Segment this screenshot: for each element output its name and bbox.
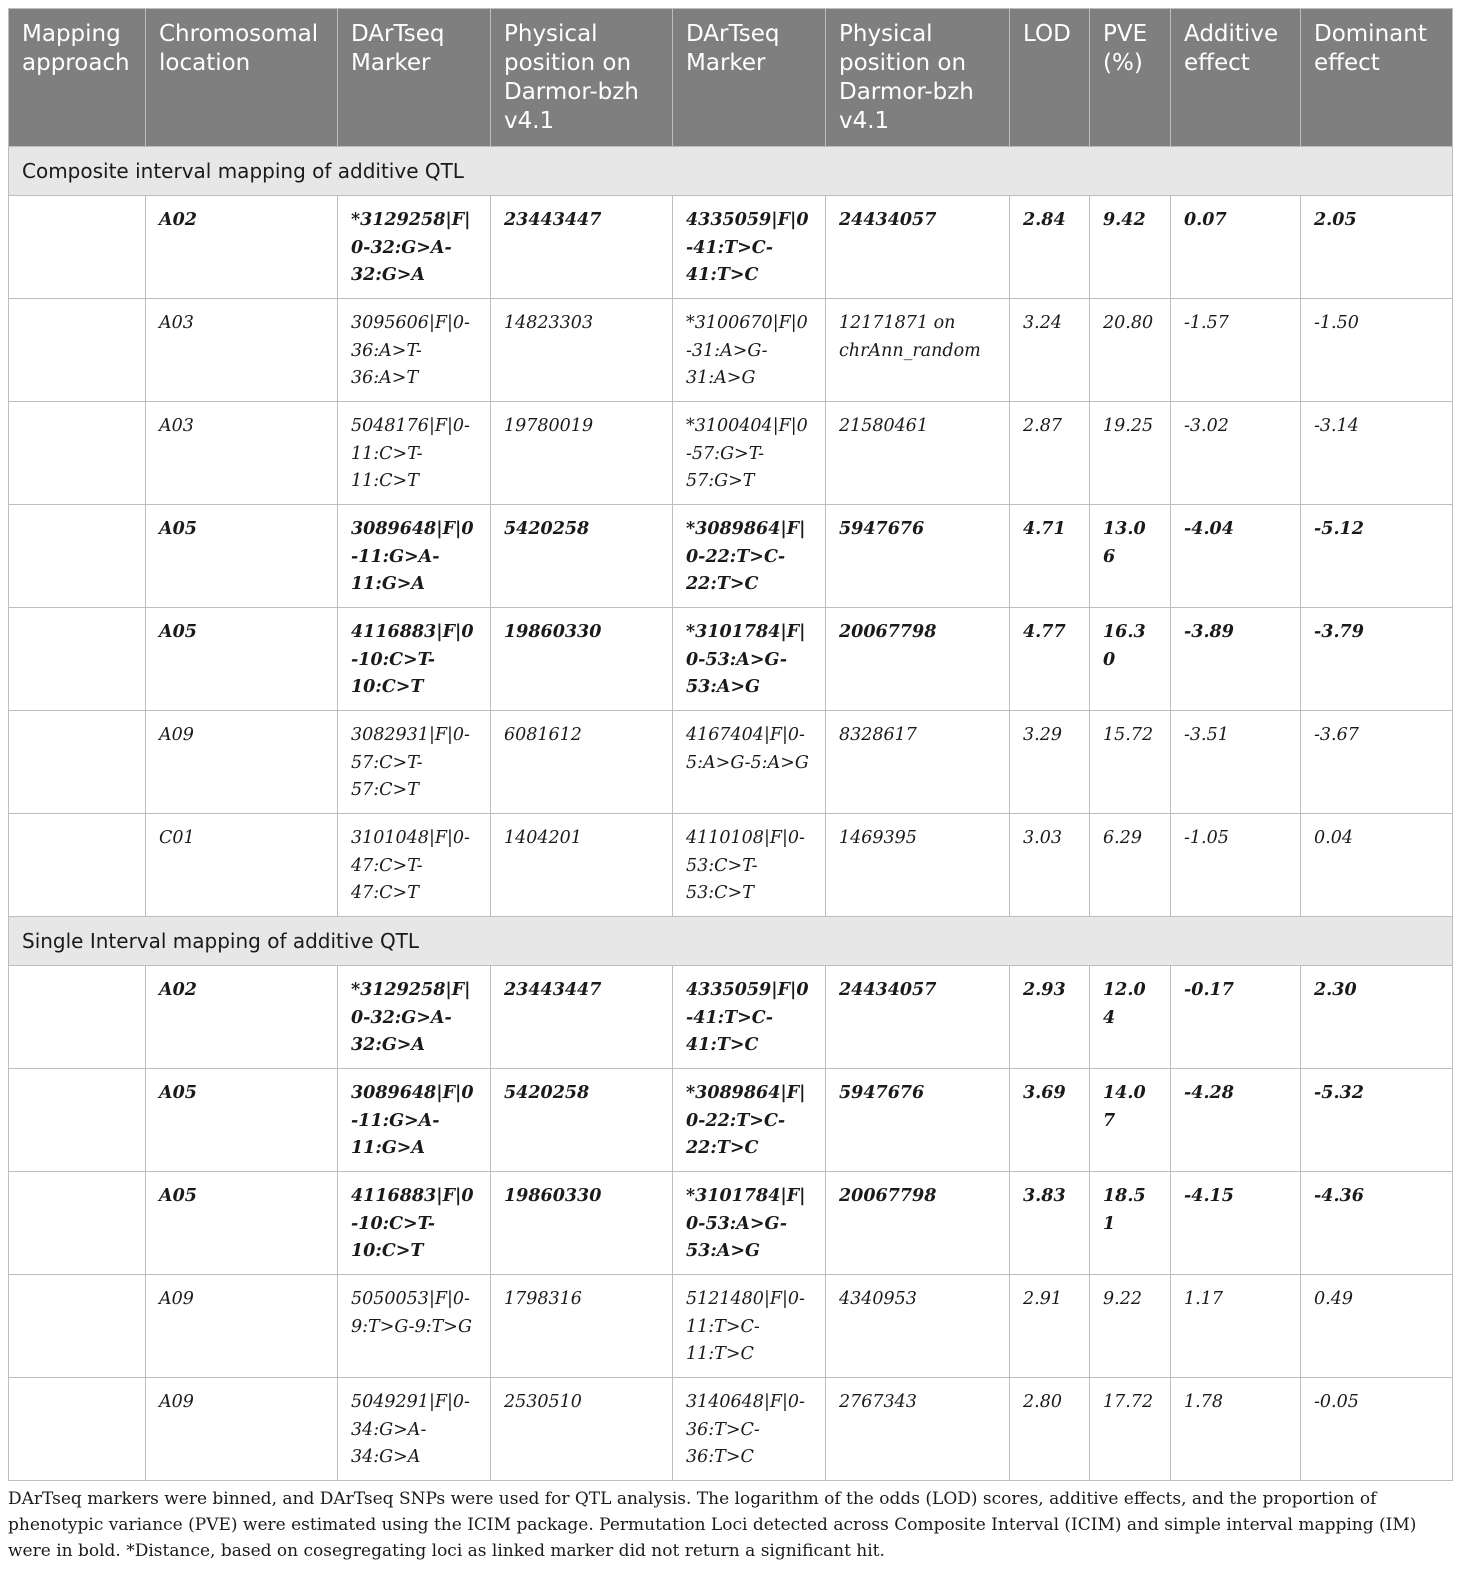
cell-position-left: 19860330 xyxy=(491,608,673,711)
cell-dominant-effect: 2.30 xyxy=(1301,966,1453,1069)
section-header-row xyxy=(9,147,1453,196)
cell-lod: 3.24 xyxy=(1010,299,1090,402)
cell-chromosomal-location: A09 xyxy=(146,1378,338,1481)
cell-mapping-approach xyxy=(9,196,146,299)
section-title: Composite interval mapping of additive QTL xyxy=(9,147,1453,196)
cell-marker-right: *3089864|F|0-22:T>C-22:T>C xyxy=(673,505,826,608)
cell-pve: 18.51 xyxy=(1090,1172,1171,1275)
cell-additive-effect: -1.05 xyxy=(1171,814,1301,917)
cell-lod: 2.93 xyxy=(1010,966,1090,1069)
cell-pve: 9.22 xyxy=(1090,1275,1171,1378)
cell-dominant-effect: -5.32 xyxy=(1301,1069,1453,1172)
cell-position-right: 4340953 xyxy=(826,1275,1010,1378)
table-row xyxy=(9,1172,1453,1275)
cell-chromosomal-location: A02 xyxy=(146,196,338,299)
cell-marker-left: 4116883|F|0-10:C>T-10:C>T xyxy=(338,608,491,711)
cell-chromosomal-location: C01 xyxy=(146,814,338,917)
cell-mapping-approach xyxy=(9,402,146,505)
cell-position-left: 2530510 xyxy=(491,1378,673,1481)
cell-additive-effect: -4.04 xyxy=(1171,505,1301,608)
header-dartseq-marker-left: DArTseq Marker xyxy=(338,9,491,147)
header-dartseq-marker-right: DArTseq Marker xyxy=(673,9,826,147)
cell-position-right: 21580461 xyxy=(826,402,1010,505)
qtl-table xyxy=(8,8,1453,1481)
table-row xyxy=(9,196,1453,299)
header-physical-position-left: Physical position on Darmor-bzh v4.1 xyxy=(491,9,673,147)
cell-pve: 16.30 xyxy=(1090,608,1171,711)
table-row xyxy=(9,1069,1453,1172)
cell-position-right: 5947676 xyxy=(826,1069,1010,1172)
cell-marker-right: 4335059|F|0-41:T>C-41:T>C xyxy=(673,196,826,299)
cell-pve: 19.25 xyxy=(1090,402,1171,505)
cell-position-left: 5420258 xyxy=(491,505,673,608)
cell-dominant-effect: -5.12 xyxy=(1301,505,1453,608)
cell-dominant-effect: -1.50 xyxy=(1301,299,1453,402)
cell-pve: 13.06 xyxy=(1090,505,1171,608)
table-row xyxy=(9,711,1453,814)
cell-pve: 9.42 xyxy=(1090,196,1171,299)
header-mapping-approach: Mapping approach xyxy=(9,9,146,147)
cell-additive-effect: 1.78 xyxy=(1171,1378,1301,1481)
table-row xyxy=(9,814,1453,917)
cell-additive-effect: -0.17 xyxy=(1171,966,1301,1069)
cell-position-right: 20067798 xyxy=(826,1172,1010,1275)
cell-position-right: 24434057 xyxy=(826,966,1010,1069)
cell-marker-left: 5049291|F|0-34:G>A-34:G>A xyxy=(338,1378,491,1481)
cell-dominant-effect: 2.05 xyxy=(1301,196,1453,299)
cell-mapping-approach xyxy=(9,966,146,1069)
cell-chromosomal-location: A02 xyxy=(146,966,338,1069)
cell-dominant-effect: -3.79 xyxy=(1301,608,1453,711)
cell-position-left: 23443447 xyxy=(491,196,673,299)
header-lod: LOD xyxy=(1010,9,1090,147)
cell-marker-right: *3089864|F|0-22:T>C-22:T>C xyxy=(673,1069,826,1172)
table-row xyxy=(9,1378,1453,1481)
cell-lod: 3.29 xyxy=(1010,711,1090,814)
header-physical-position-right: Physical position on Darmor-bzh v4.1 xyxy=(826,9,1010,147)
cell-additive-effect: -3.89 xyxy=(1171,608,1301,711)
cell-marker-left: *3129258|F|0-32:G>A-32:G>A xyxy=(338,966,491,1069)
cell-lod: 2.84 xyxy=(1010,196,1090,299)
table-row xyxy=(9,505,1453,608)
cell-chromosomal-location: A03 xyxy=(146,299,338,402)
cell-pve: 14.07 xyxy=(1090,1069,1171,1172)
cell-position-left: 19860330 xyxy=(491,1172,673,1275)
cell-marker-left: 3101048|F|0-47:C>T-47:C>T xyxy=(338,814,491,917)
cell-marker-right: *3100404|F|0-57:G>T-57:G>T xyxy=(673,402,826,505)
cell-pve: 17.72 xyxy=(1090,1378,1171,1481)
table-row xyxy=(9,966,1453,1069)
table-footnote: DArTseq markers were binned, and DArTseq SNPs were used for QTL analysis. The logarithm of the odds (LOD) scores, additive effects, and the proportion of phenotypic variance (PVE) were estimated using the ICIM package. Permutation Loci detected across Composite Interval (ICIM) and simple interval mapping (IM) were in bold. *Distance, based on cosegregating loci as linked marker did not return a significant hit. xyxy=(8,1489,1417,1561)
cell-additive-effect: 1.17 xyxy=(1171,1275,1301,1378)
header-pve: PVE (%) xyxy=(1090,9,1171,147)
table-row xyxy=(9,608,1453,711)
cell-lod: 2.80 xyxy=(1010,1378,1090,1481)
cell-marker-left: *3129258|F|0-32:G>A-32:G>A xyxy=(338,196,491,299)
cell-dominant-effect: -3.14 xyxy=(1301,402,1453,505)
cell-chromosomal-location: A05 xyxy=(146,505,338,608)
header-row xyxy=(9,9,1453,147)
header-additive-effect: Additive effect xyxy=(1171,9,1301,147)
cell-dominant-effect: -3.67 xyxy=(1301,711,1453,814)
cell-chromosomal-location: A05 xyxy=(146,1172,338,1275)
cell-pve: 15.72 xyxy=(1090,711,1171,814)
cell-marker-right: 4335059|F|0-41:T>C-41:T>C xyxy=(673,966,826,1069)
header-dominant-effect: Dominant effect xyxy=(1301,9,1453,147)
table-body xyxy=(9,147,1453,1481)
cell-lod: 4.71 xyxy=(1010,505,1090,608)
cell-position-left: 1404201 xyxy=(491,814,673,917)
cell-marker-left: 3095606|F|0-36:A>T-36:A>T xyxy=(338,299,491,402)
cell-mapping-approach xyxy=(9,1069,146,1172)
cell-dominant-effect: -0.05 xyxy=(1301,1378,1453,1481)
cell-pve: 6.29 xyxy=(1090,814,1171,917)
cell-mapping-approach xyxy=(9,1172,146,1275)
cell-position-left: 23443447 xyxy=(491,966,673,1069)
cell-marker-right: 5121480|F|0-11:T>C-11:T>C xyxy=(673,1275,826,1378)
cell-marker-right: *3101784|F|0-53:A>G-53:A>G xyxy=(673,1172,826,1275)
cell-additive-effect: -3.51 xyxy=(1171,711,1301,814)
cell-position-right: 5947676 xyxy=(826,505,1010,608)
cell-marker-right: *3101784|F|0-53:A>G-53:A>G xyxy=(673,608,826,711)
cell-mapping-approach xyxy=(9,711,146,814)
cell-lod: 3.03 xyxy=(1010,814,1090,917)
cell-marker-right: 4110108|F|0-53:C>T-53:C>T xyxy=(673,814,826,917)
cell-additive-effect: -3.02 xyxy=(1171,402,1301,505)
cell-position-left: 5420258 xyxy=(491,1069,673,1172)
cell-marker-left: 3082931|F|0-57:C>T-57:C>T xyxy=(338,711,491,814)
cell-lod: 2.87 xyxy=(1010,402,1090,505)
cell-dominant-effect: 0.04 xyxy=(1301,814,1453,917)
cell-lod: 2.91 xyxy=(1010,1275,1090,1378)
cell-marker-left: 4116883|F|0-10:C>T-10:C>T xyxy=(338,1172,491,1275)
cell-position-left: 14823303 xyxy=(491,299,673,402)
cell-lod: 3.83 xyxy=(1010,1172,1090,1275)
cell-marker-left: 3089648|F|0-11:G>A-11:G>A xyxy=(338,1069,491,1172)
cell-pve: 12.04 xyxy=(1090,966,1171,1069)
table-row xyxy=(9,402,1453,505)
cell-mapping-approach xyxy=(9,1378,146,1481)
cell-additive-effect: -1.57 xyxy=(1171,299,1301,402)
cell-position-left: 6081612 xyxy=(491,711,673,814)
table-row xyxy=(9,1275,1453,1378)
section-header-row xyxy=(9,917,1453,966)
cell-position-right: 8328617 xyxy=(826,711,1010,814)
cell-mapping-approach xyxy=(9,505,146,608)
section-title: Single Interval mapping of additive QTL xyxy=(9,917,1453,966)
cell-chromosomal-location: A05 xyxy=(146,1069,338,1172)
header-chromosomal-location: Chromosomal location xyxy=(146,9,338,147)
cell-position-right: 24434057 xyxy=(826,196,1010,299)
cell-position-right: 12171871 on chrAnn_random xyxy=(826,299,1010,402)
cell-mapping-approach xyxy=(9,1275,146,1378)
cell-position-left: 1798316 xyxy=(491,1275,673,1378)
cell-position-left: 19780019 xyxy=(491,402,673,505)
cell-mapping-approach xyxy=(9,608,146,711)
cell-marker-left: 5048176|F|0-11:C>T-11:C>T xyxy=(338,402,491,505)
cell-additive-effect: -4.15 xyxy=(1171,1172,1301,1275)
cell-mapping-approach xyxy=(9,299,146,402)
cell-marker-right: 4167404|F|0-5:A>G-5:A>G xyxy=(673,711,826,814)
cell-marker-left: 3089648|F|0-11:G>A-11:G>A xyxy=(338,505,491,608)
cell-marker-left: 5050053|F|0-9:T>G-9:T>G xyxy=(338,1275,491,1378)
cell-chromosomal-location: A05 xyxy=(146,608,338,711)
cell-lod: 3.69 xyxy=(1010,1069,1090,1172)
cell-position-right: 2767343 xyxy=(826,1378,1010,1481)
cell-additive-effect: -4.28 xyxy=(1171,1069,1301,1172)
cell-marker-right: *3100670|F|0-31:A>G-31:A>G xyxy=(673,299,826,402)
cell-mapping-approach xyxy=(9,814,146,917)
cell-position-right: 20067798 xyxy=(826,608,1010,711)
cell-chromosomal-location: A09 xyxy=(146,711,338,814)
cell-marker-right: 3140648|F|0-36:T>C-36:T>C xyxy=(673,1378,826,1481)
cell-lod: 4.77 xyxy=(1010,608,1090,711)
cell-pve: 20.80 xyxy=(1090,299,1171,402)
cell-position-right: 1469395 xyxy=(826,814,1010,917)
cell-chromosomal-location: A09 xyxy=(146,1275,338,1378)
cell-chromosomal-location: A03 xyxy=(146,402,338,505)
table-row xyxy=(9,299,1453,402)
cell-additive-effect: 0.07 xyxy=(1171,196,1301,299)
cell-dominant-effect: 0.49 xyxy=(1301,1275,1453,1378)
cell-dominant-effect: -4.36 xyxy=(1301,1172,1453,1275)
